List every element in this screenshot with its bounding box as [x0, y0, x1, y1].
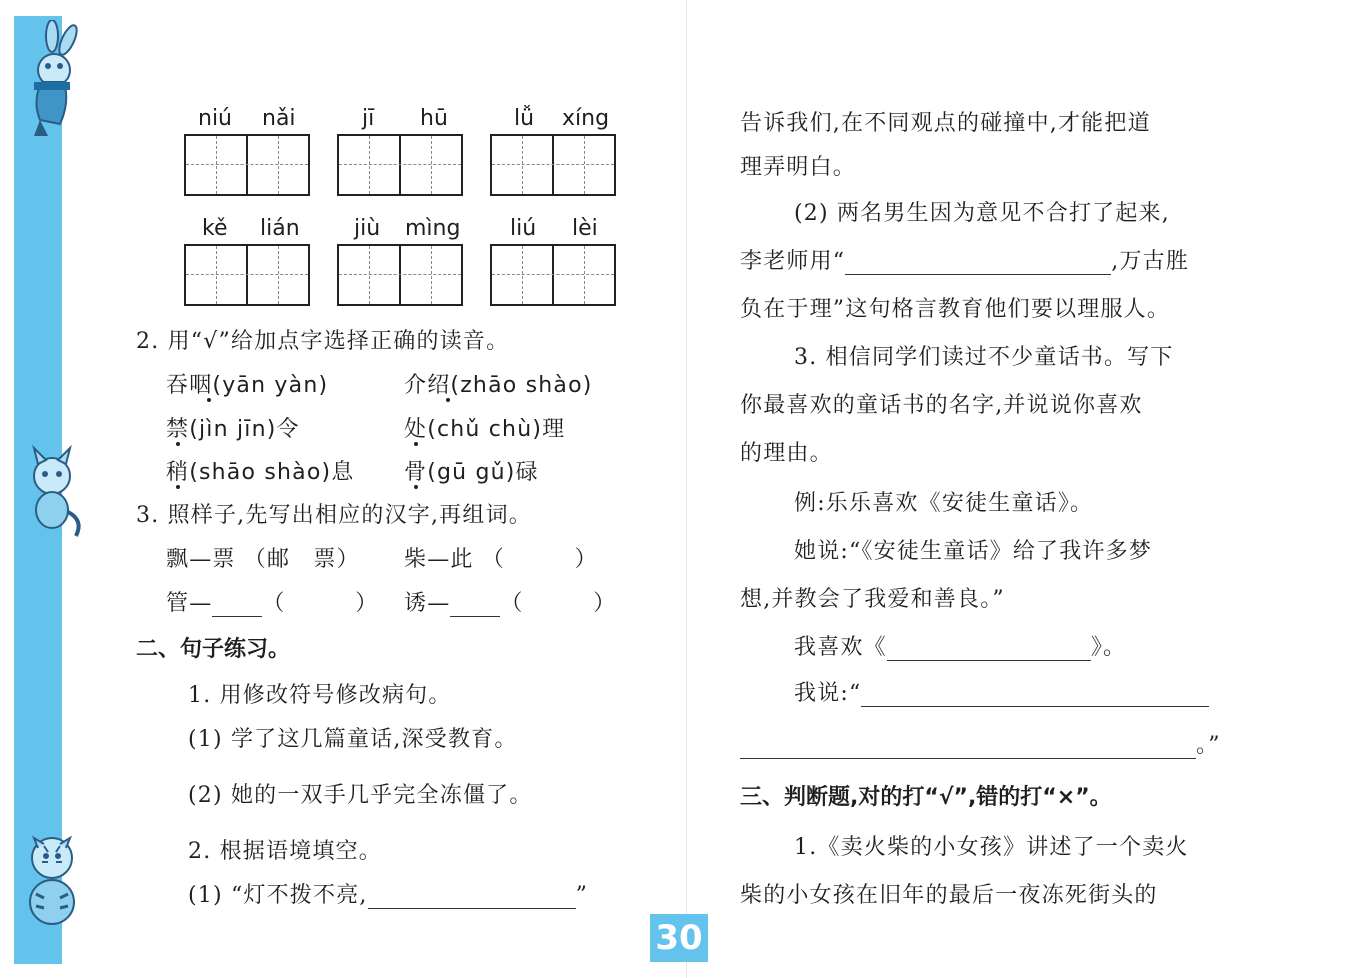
- paragraph-line: 理弄明白。: [740, 155, 857, 180]
- dotted-char: 骨: [404, 460, 428, 485]
- question-title: 1. 用修改符号修改病句。: [188, 683, 452, 708]
- answer-blank: [887, 638, 1091, 661]
- page-number: 30: [650, 914, 708, 962]
- question-title: 2. 根据语境填空。: [188, 839, 382, 864]
- paragraph-line: 1.《卖火柴的小女孩》讲述了一个卖火: [794, 835, 1189, 860]
- reading-choice[interactable]: 介绍(zhāo shào): [404, 373, 593, 398]
- cat-illustration: [12, 440, 86, 540]
- pinyin-label: lián: [260, 216, 300, 241]
- reading-choice[interactable]: 骨(gū gǔ)碌: [404, 460, 539, 485]
- answer-row[interactable]: 管— （ ）: [166, 591, 379, 616]
- pinyin-label: liú: [510, 216, 537, 241]
- reading-choice[interactable]: 稍(shāo shào)息: [166, 460, 355, 485]
- writing-grid[interactable]: [337, 244, 463, 306]
- fill-blank-row[interactable]: 我喜欢《 》。: [794, 635, 1127, 660]
- fill-blank-row[interactable]: 。”: [740, 728, 1221, 759]
- dotted-char: 稍: [166, 460, 190, 485]
- pinyin-label: nǎi: [262, 106, 296, 131]
- dotted-char: 处: [404, 417, 428, 442]
- pinyin-label: jiù: [354, 216, 381, 241]
- dotted-char: 咽: [189, 373, 213, 398]
- answer-blank: [450, 594, 500, 617]
- example-line: 她说:“《安徒生童话》给了我许多梦: [794, 539, 1153, 564]
- answer-row[interactable]: 诱— （ ）: [404, 591, 617, 616]
- sentence-item[interactable]: (2) 她的一双手几乎完全冻僵了。: [188, 783, 533, 808]
- question-title: 3. 相信同学们读过不少童话书。写下: [794, 345, 1174, 370]
- paragraph-line: 负在于理”这句格言教育他们要以理服人。: [740, 297, 1171, 322]
- answer-blank: [861, 684, 1209, 707]
- reading-choice[interactable]: 处(chǔ chù)理: [404, 417, 566, 442]
- section-heading: 三、判断题,对的打“√”,错的打“×”。: [740, 785, 1112, 810]
- emphasis-dot: [414, 485, 418, 489]
- page-fold: [686, 0, 687, 978]
- sentence-item[interactable]: (1) 学了这几篇童话,深受教育。: [188, 727, 518, 752]
- fill-blank-row[interactable]: (1) “灯不拨不亮, ”: [188, 883, 589, 908]
- answer-blank: [368, 886, 576, 909]
- pinyin-label: niú: [198, 106, 232, 131]
- paragraph-line: 柴的小女孩在旧年的最后一夜冻死街头的: [740, 883, 1158, 908]
- emphasis-dot: [414, 442, 418, 446]
- writing-grid[interactable]: [490, 134, 616, 196]
- dotted-char: 禁: [166, 417, 190, 442]
- question-title: 3. 照样子,先写出相应的汉字,再组词。: [136, 503, 532, 528]
- answer-row[interactable]: 柴—此 （ ）: [404, 547, 598, 572]
- writing-grid[interactable]: [184, 134, 310, 196]
- paragraph-line: (2) 两名男生因为意见不合打了起来,: [794, 201, 1170, 226]
- fill-blank-row[interactable]: 李老师用“ ,万古胜: [740, 249, 1190, 274]
- pinyin-label: kě: [202, 216, 228, 241]
- reading-choice[interactable]: 禁(jìn jīn)令: [166, 417, 300, 442]
- section-heading: 二、句子练习。: [136, 637, 291, 662]
- emphasis-dot: [207, 398, 211, 402]
- answer-blank: [212, 594, 262, 617]
- tiger-illustration: [12, 818, 86, 930]
- example-line: 想,并教会了我爱和善良。”: [740, 587, 1005, 612]
- reading-choice[interactable]: 吞咽(yān yàn): [166, 373, 329, 398]
- dotted-char: 绍: [427, 373, 451, 398]
- pinyin-label: lǚ: [514, 106, 535, 131]
- answer-blank: [845, 252, 1111, 275]
- pinyin-label: jī: [362, 106, 375, 131]
- pinyin-label: mìng: [405, 216, 461, 241]
- writing-grid[interactable]: [490, 244, 616, 306]
- pinyin-label: hū: [420, 106, 448, 131]
- answer-blank: [740, 736, 1196, 759]
- emphasis-dot: [176, 485, 180, 489]
- writing-grid[interactable]: [337, 134, 463, 196]
- paragraph-line: 你最喜欢的童话书的名字,并说说你喜欢: [740, 393, 1143, 418]
- paragraph-line: 告诉我们,在不同观点的碰撞中,才能把道: [740, 111, 1151, 136]
- emphasis-dot: [176, 442, 180, 446]
- example-line: 例:乐乐喜欢《安徒生童话》。: [794, 491, 1094, 516]
- rabbit-illustration: [12, 20, 86, 140]
- writing-grid[interactable]: [184, 244, 310, 306]
- example-row: 飘—票 （邮 票）: [166, 547, 360, 572]
- emphasis-dot: [446, 398, 450, 402]
- question-title: 2. 用“√”给加点字选择正确的读音。: [136, 329, 510, 354]
- pinyin-label: lèi: [572, 216, 598, 241]
- fill-blank-row[interactable]: 我说:“: [794, 676, 1209, 707]
- pinyin-label: xíng: [562, 106, 610, 131]
- paragraph-line: 的理由。: [740, 441, 833, 466]
